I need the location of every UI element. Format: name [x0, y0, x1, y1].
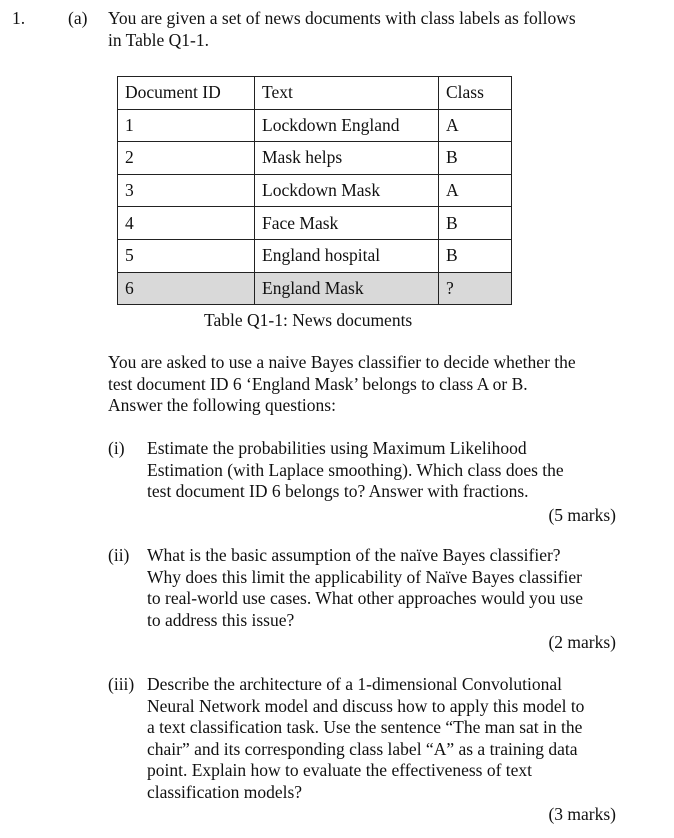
cell-text: Lockdown England [255, 109, 439, 142]
cell-class: A [439, 174, 512, 207]
subquestion-line: test document ID 6 belongs to? Answer with fractions. [147, 481, 529, 502]
subquestion-line: chair” and its corresponding class label “A” as a training data [147, 738, 578, 759]
marks-label: (5 marks) [548, 505, 616, 525]
intro-line: in Table Q1-1. [108, 29, 210, 50]
task-paragraph [108, 352, 576, 417]
marks-label: (3 marks) [548, 804, 616, 824]
subquestion-line: Neural Network model and discuss how to apply this model to [147, 695, 585, 716]
table-row [118, 207, 512, 240]
cell-class: A [439, 109, 512, 142]
subquestion-line: point. Explain how to evaluate the effectiveness of text [147, 760, 533, 781]
header-text: Text [255, 77, 439, 110]
header-document-id: Document ID [118, 77, 255, 110]
question-intro [108, 8, 576, 51]
cell-text: Face Mask [255, 207, 439, 240]
news-documents-table [117, 76, 512, 305]
subquestion-line: Estimation (with Laplace smoothing). Which class does the [147, 459, 564, 480]
subquestion-label: (ii) [108, 545, 130, 565]
subquestion-line: a text classification task. Use the sentence “The man sat in the [147, 717, 583, 738]
table-row [118, 109, 512, 142]
subquestion-line: to address this issue? [147, 609, 295, 630]
subquestion-line: Why does this limit the applicability of Naïve Bayes classifier [147, 566, 582, 587]
table-row [118, 174, 512, 207]
subquestion-line: What is the basic assumption of the naïve Bayes classifier? [147, 545, 561, 565]
cell-class: B [439, 207, 512, 240]
cell-text: Mask helps [255, 142, 439, 175]
subquestion-line: Describe the architecture of a 1-dimensional Convolutional [147, 674, 563, 694]
subquestion-label: (iii) [108, 674, 135, 694]
table-row-test [118, 272, 512, 305]
cell-text: Lockdown Mask [255, 174, 439, 207]
task-line: test document ID 6 ‘England Mask’ belongs to class A or B. [108, 373, 528, 394]
cell-class: B [439, 142, 512, 175]
table-row [118, 239, 512, 272]
cell-document-id: 6 [118, 272, 255, 305]
cell-document-id: 2 [118, 142, 255, 175]
cell-document-id: 4 [118, 207, 255, 240]
subquestion-text [147, 438, 564, 503]
subquestion-text [147, 545, 583, 631]
cell-document-id: 5 [118, 239, 255, 272]
table-header-row [118, 77, 512, 110]
table-caption: Table Q1-1: News documents [204, 310, 413, 330]
subquestion-line: to real-world use cases. What other approaches would you use [147, 588, 584, 609]
cell-text: England Mask [255, 272, 439, 305]
subquestion-label: (i) [108, 438, 125, 458]
task-line: Answer the following questions: [108, 395, 336, 416]
header-class: Class [439, 77, 512, 110]
part-label: (a) [68, 8, 88, 28]
subquestion-line: Estimate the probabilities using Maximum Likelihood [147, 438, 527, 458]
subquestion-line: classification models? [147, 781, 303, 802]
cell-document-id: 3 [118, 174, 255, 207]
task-line: You are asked to use a naive Bayes classifier to decide whether the [108, 352, 576, 372]
intro-line: You are given a set of news documents with class labels as follows [108, 8, 576, 28]
cell-class: B [439, 239, 512, 272]
question-number: 1. [12, 8, 26, 28]
cell-document-id: 1 [118, 109, 255, 142]
cell-class: ? [439, 272, 512, 305]
subquestion-text [147, 674, 584, 804]
marks-label: (2 marks) [548, 632, 616, 652]
table-row [118, 142, 512, 175]
cell-text: England hospital [255, 239, 439, 272]
